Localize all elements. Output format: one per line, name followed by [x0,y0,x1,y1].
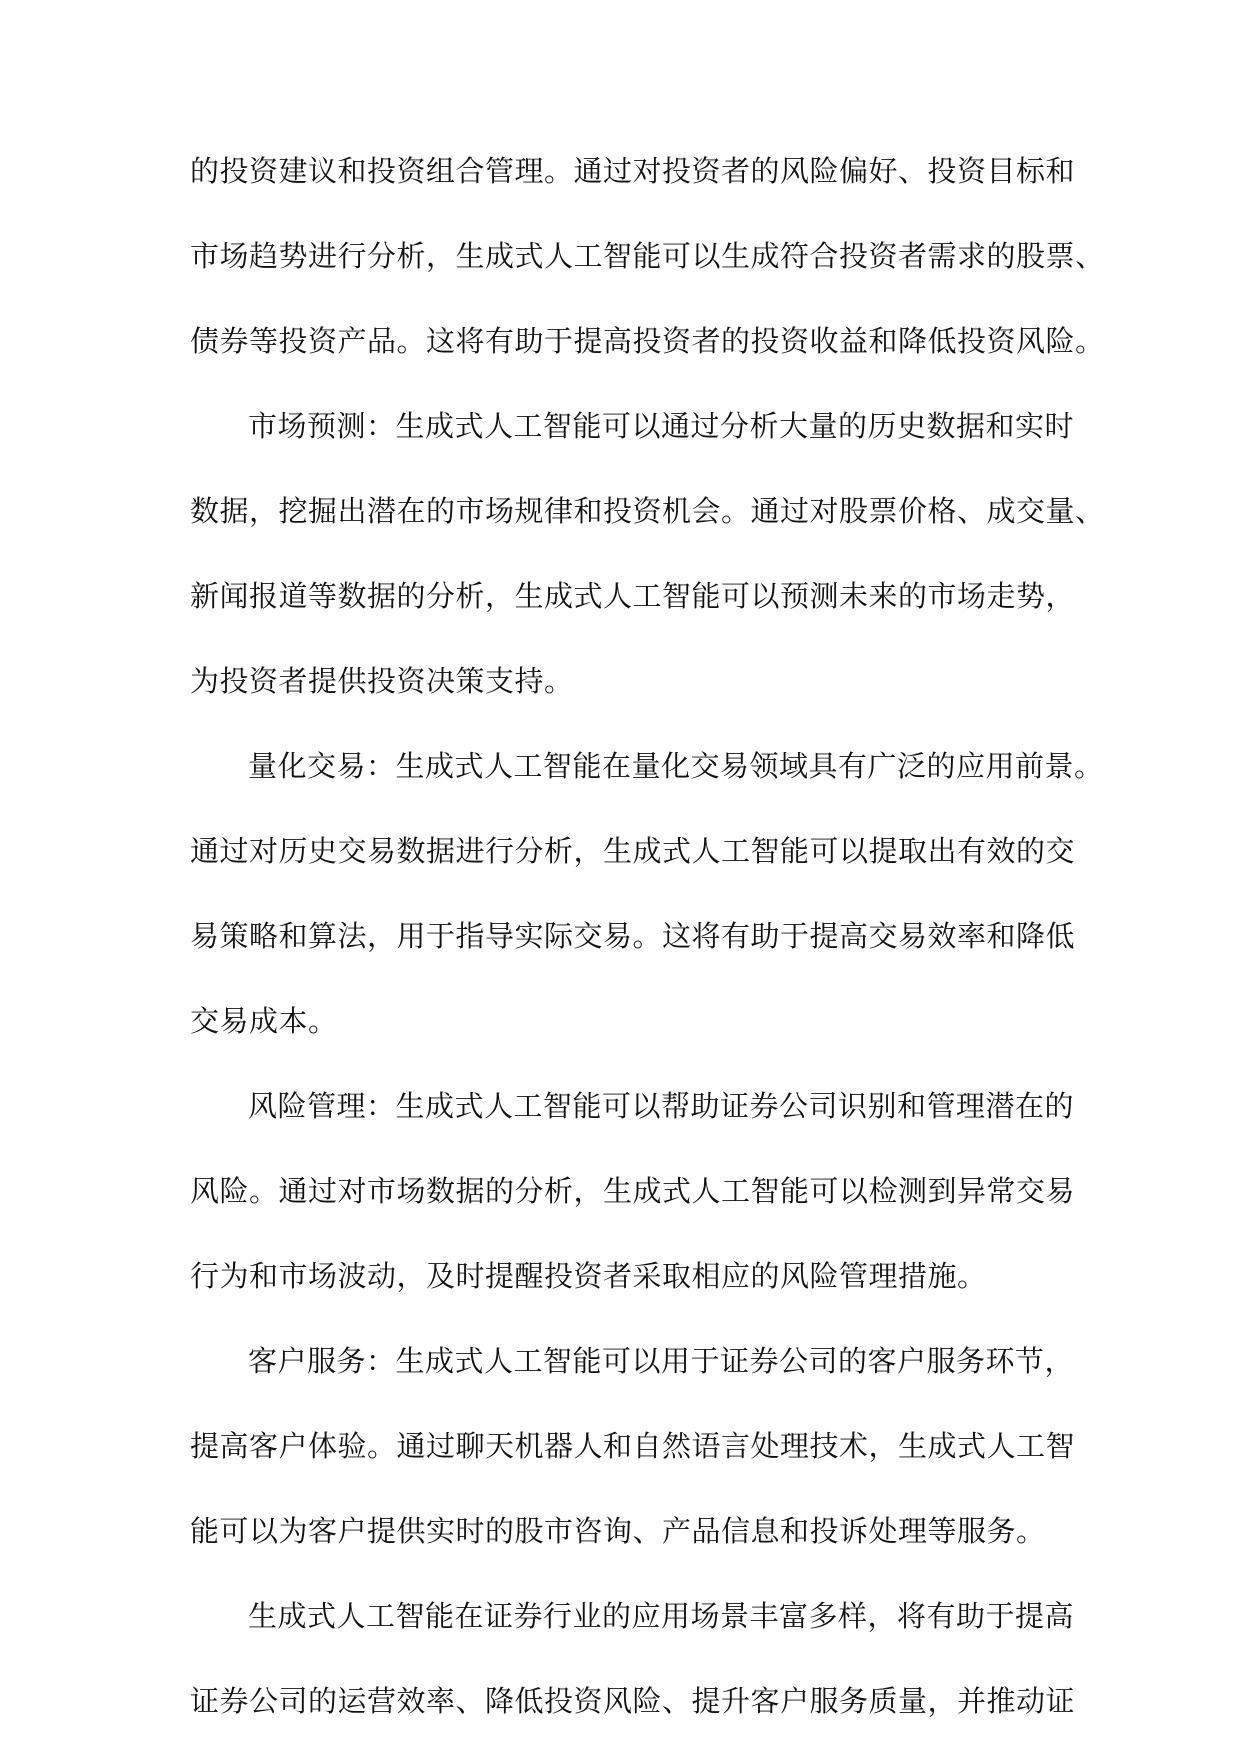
text-line: 债券等投资产品。这将有助于提高投资者的投资收益和降低投资风险。 [190,324,1105,358]
paragraph-start-line: 风险管理：生成式人工智能可以帮助证券公司识别和管理潜在的 [248,1089,1075,1123]
text-line: 易策略和算法，用于指导实际交易。这将有助于提高交易效率和降低 [190,919,1076,953]
paragraph-start-line: 市场预测：生成式人工智能可以通过分析大量的历史数据和实时 [248,409,1075,443]
body-text [190,140,1105,1755]
text-line: 提高客户体验。通过聊天机器人和自然语言处理技术，生成式人工智 [190,1429,1076,1463]
text-line: 新闻报道等数据的分析，生成式人工智能可以预测未来的市场走势， [190,579,1076,613]
text-line: 为投资者提供投资决策支持。 [190,664,574,698]
text-line: 通过对历史交易数据进行分析，生成式人工智能可以提取出有效的交 [190,834,1076,868]
text-line: 证券公司的运营效率、降低投资风险、提升客户服务质量，并推动证 [190,1684,1076,1718]
paragraph-start-line: 量化交易：生成式人工智能在量化交易领域具有广泛的应用前景。 [248,749,1104,783]
text-line: 行为和市场波动，及时提醒投资者采取相应的风险管理措施。 [190,1259,987,1293]
text-line: 市场趋势进行分析，生成式人工智能可以生成符合投资者需求的股票、 [190,239,1105,273]
text-line: 数据，挖掘出潜在的市场规律和投资机会。通过对股票价格、成交量、 [190,494,1105,528]
text-line: 风险。通过对市场数据的分析，生成式人工智能可以检测到异常交易 [190,1174,1076,1208]
text-line: 的投资建议和投资组合管理。通过对投资者的风险偏好、投资目标和 [190,154,1076,188]
text-line: 交易成本。 [190,1004,338,1038]
paragraph-start-line: 生成式人工智能在证券行业的应用场景丰富多样，将有助于提高 [248,1599,1075,1633]
text-line: 能可以为客户提供实时的股市咨询、产品信息和投诉处理等服务。 [190,1514,1046,1548]
paragraph-start-line: 客户服务：生成式人工智能可以用于证券公司的客户服务环节， [248,1344,1075,1378]
